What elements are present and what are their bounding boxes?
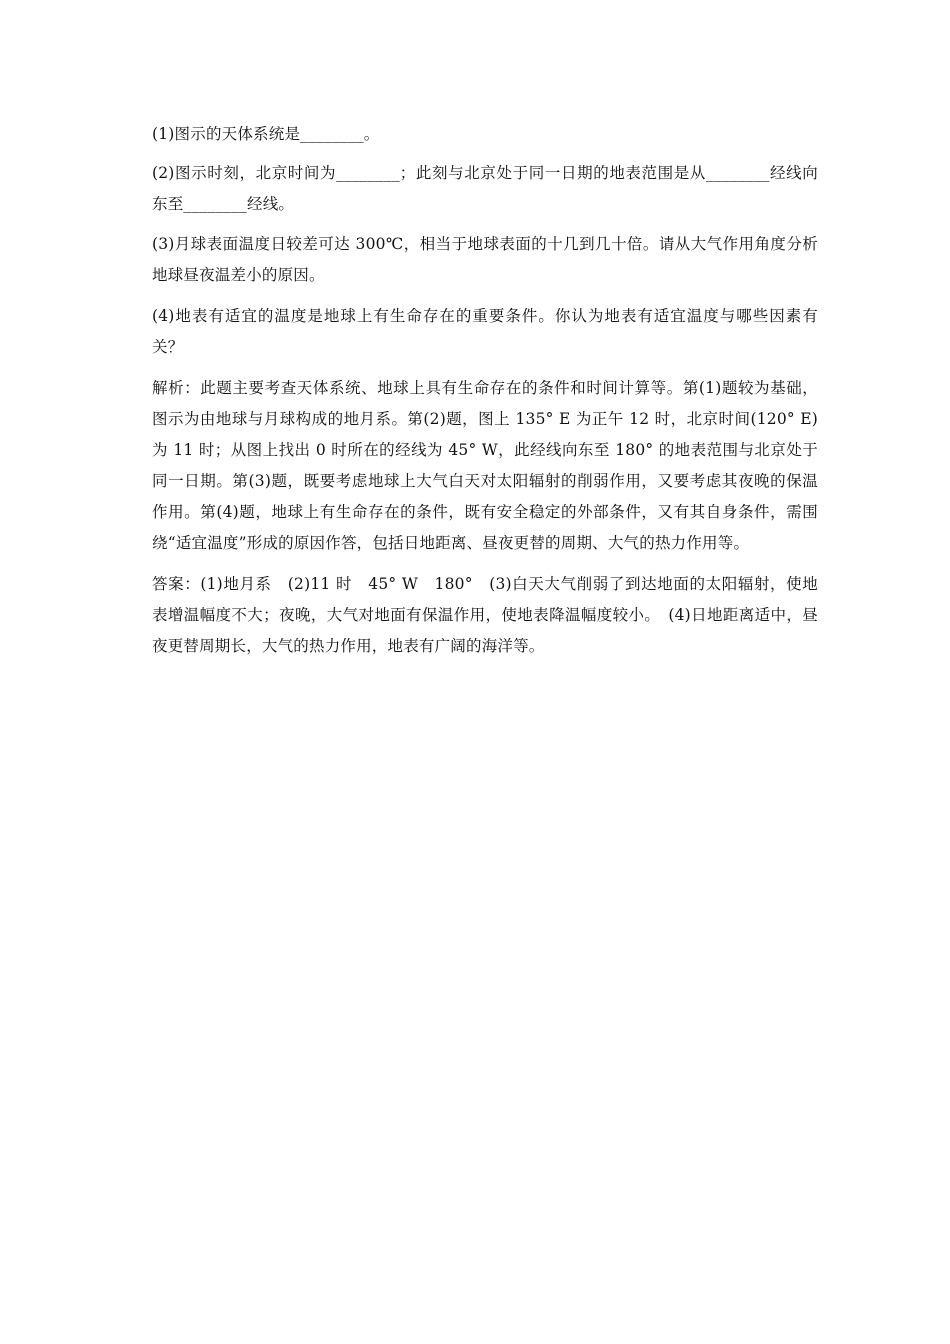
analysis-paragraph: 解析：此题主要考查天体系统、地球上具有生命存在的条件和时间计算等。第(1)题较为基础，图示为由地球与月球构成的地月系。第(2)题，图上 135° E 为正午 12 时，北京时间(120° E)为 11 时；从图上找出 0 时所在的经线为 45° W，此经线向东至 180° 的地表范围与北京处于同一日期。第(3)题，既要考虑地球上大气白天对太阳辐射的削弱作用，又要考虑其夜晚的保温作用。第(4)题，地球上有生命存在的条件，既有安全稳定的外部条件，又有其自身条件，需围绕“适宜温度”形成的原因作答，包括日地距离、昼夜更替的周期、大气的热力作用等。: [152, 379, 818, 552]
question-1: (1)图示的天体系统是________。: [152, 125, 380, 143]
question-2: (2)图示时刻，北京时间为________；此刻与北京处于同一日期的地表范围是从________经线向东至________经线。: [152, 164, 818, 213]
answer-paragraph: 答案：(1)地月系 (2)11 时 45° W 180° (3)白天大气削弱了到达地面的太阳辐射，使地表增温幅度不大；夜晚，大气对地面有保温作用，使地表降温幅度较小。 (4)日地距离适中，昼夜更替周期长，大气的热力作用，地表有广阔的海洋等。: [152, 575, 818, 655]
question-4: (4)地表有适宜的温度是地球上有生命存在的重要条件。你认为地表有适宜温度与哪些因素有关？: [152, 307, 818, 356]
question-3: (3)月球表面温度日较差可达 300℃，相当于地球表面的十几到几十倍。请从大气作用角度分析地球昼夜温差小的原因。: [152, 235, 818, 284]
document-body: [152, 119, 818, 672]
